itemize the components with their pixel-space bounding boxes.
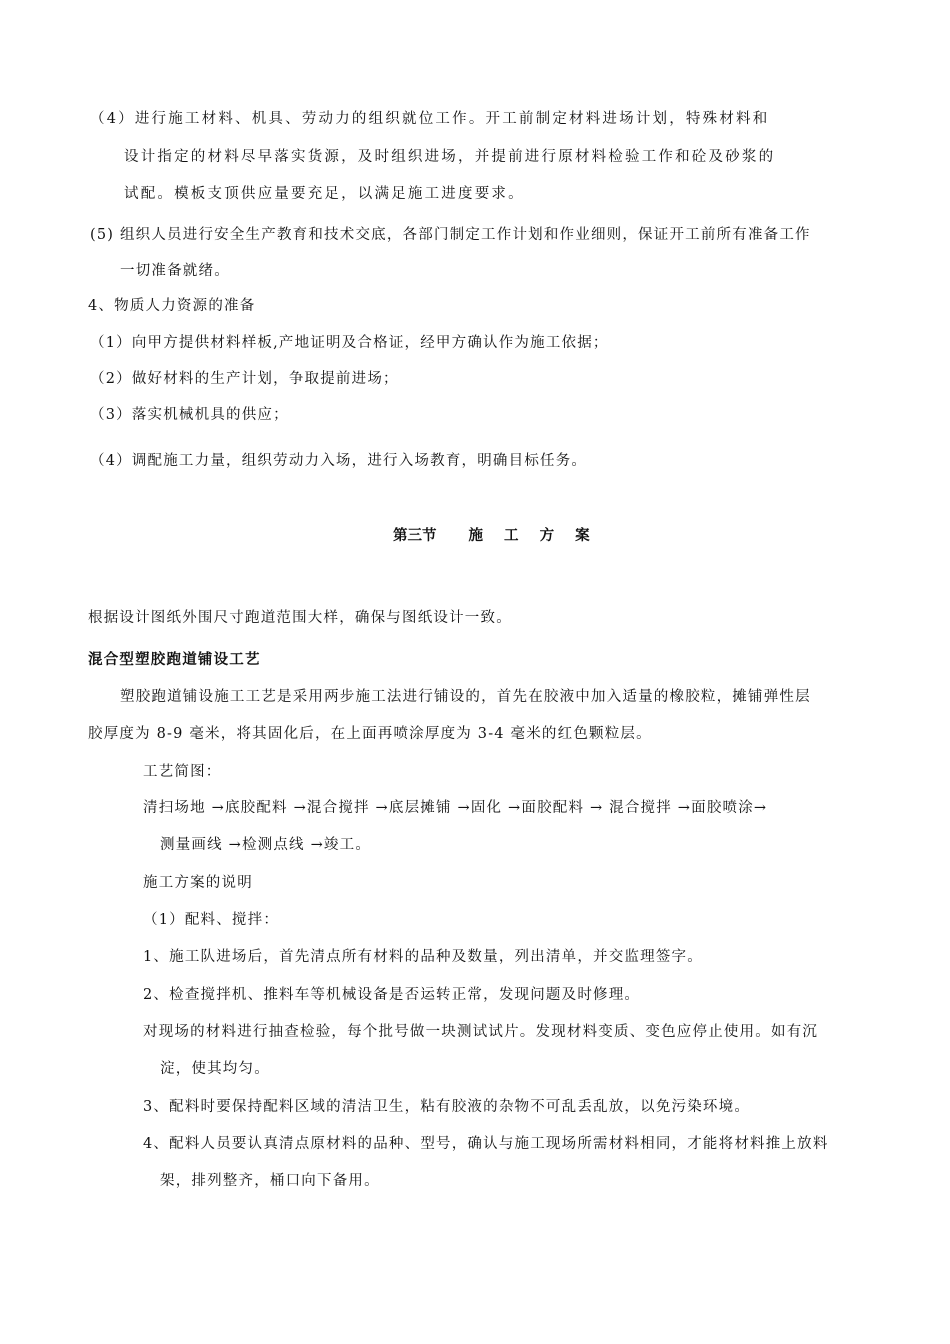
mixing-step-2b-line-2: 淀，使其均匀。 <box>160 1061 270 1077</box>
sub-item-mixing: （1）配料、搅拌： <box>143 912 280 928</box>
mixing-step-2: 2、检查搅拌机、推料车等机械设备是否运转正常，发现问题及时修理。 <box>143 987 641 1003</box>
heading-resource-preparation: 4、物质人力资源的准备 <box>88 298 256 314</box>
subheading-process: 混合型塑胶跑道铺设工艺 <box>88 651 261 668</box>
mixing-step-4-line-1: 4、配料人员要认真清点原材料的品种、型号，确认与施工现场所需材料相同，才能将材料推上放料 <box>143 1136 829 1152</box>
mixing-step-3: 3、配料时要保持配料区域的清洁卫生，粘有胶液的杂物不可乱丢乱放，以免污染环境。 <box>143 1099 751 1115</box>
paragraph-item-4-line-2: 设计指定的材料尽早落实货源，及时组织进场，并提前进行原材料检验工作和砼及砂浆的 <box>124 149 776 165</box>
paragraph-item-4-line-3: 试配。模板支顶供应量要充足，以满足施工进度要求。 <box>124 186 525 202</box>
section-title: 施 工 方 案 <box>468 527 598 544</box>
paragraph-item-5-line-1: (5) 组织人员进行安全生产教育和技术交底，各部门制定工作计划和作业细则，保证开工前所有准备工作 <box>90 227 811 243</box>
mixing-step-4-line-2: 架，排列整齐，桶口向下备用。 <box>160 1173 380 1189</box>
mixing-step-1: 1、施工队进场后，首先清点所有材料的品种及数量，列出清单，并交监理签字。 <box>143 949 703 965</box>
section-heading <box>393 526 598 546</box>
process-paragraph-line-2: 胶厚度为 8-9 毫米，将其固化后，在上面再喷涂厚度为 3-4 毫米的红色颗粒层。 <box>88 726 652 742</box>
paragraph-item-5-line-2: 一切准备就绪。 <box>120 263 230 279</box>
flow-line-1: 清扫场地 →底胶配料 →混合搅拌 →底层摊铺 →固化 →面胶配料 → 混合搅拌 →面胶喷涂→ <box>143 800 768 816</box>
resource-item-2: （2）做好材料的生产计划，争取提前进场； <box>90 371 399 387</box>
mixing-step-2b-line-1: 对现场的材料进行抽查检验，每个批号做一块测试试片。发现材料变质、变色应停止使用。如有沉 <box>143 1024 819 1040</box>
section-number: 第三节 <box>393 527 437 544</box>
resource-item-4: （4）调配施工力量，组织劳动力入场，进行入场教育，明确目标任务。 <box>90 453 588 469</box>
flow-line-2: 测量画线 →检测点线 →竣工。 <box>160 837 372 853</box>
intro-line: 根据设计图纸外围尺寸跑道范围大样，确保与图纸设计一致。 <box>88 610 512 626</box>
resource-item-3: （3）落实机械机具的供应； <box>90 407 289 423</box>
paragraph-item-4-line-1: （4）进行施工材料、机具、劳动力的组织就位工作。开工前制定材料进场计划，特殊材料和 <box>90 111 770 127</box>
plan-description-heading: 施工方案的说明 <box>143 875 253 891</box>
resource-item-1: （1）向甲方提供材料样板,产地证明及合格证，经甲方确认作为施工依据； <box>90 335 609 351</box>
process-paragraph-line-1: 塑胶跑道铺设施工工艺是采用两步施工法进行铺设的，首先在胶液中加入适量的橡胶粒，摊铺弹性层 <box>120 689 811 705</box>
flow-label: 工艺简图： <box>143 764 222 780</box>
